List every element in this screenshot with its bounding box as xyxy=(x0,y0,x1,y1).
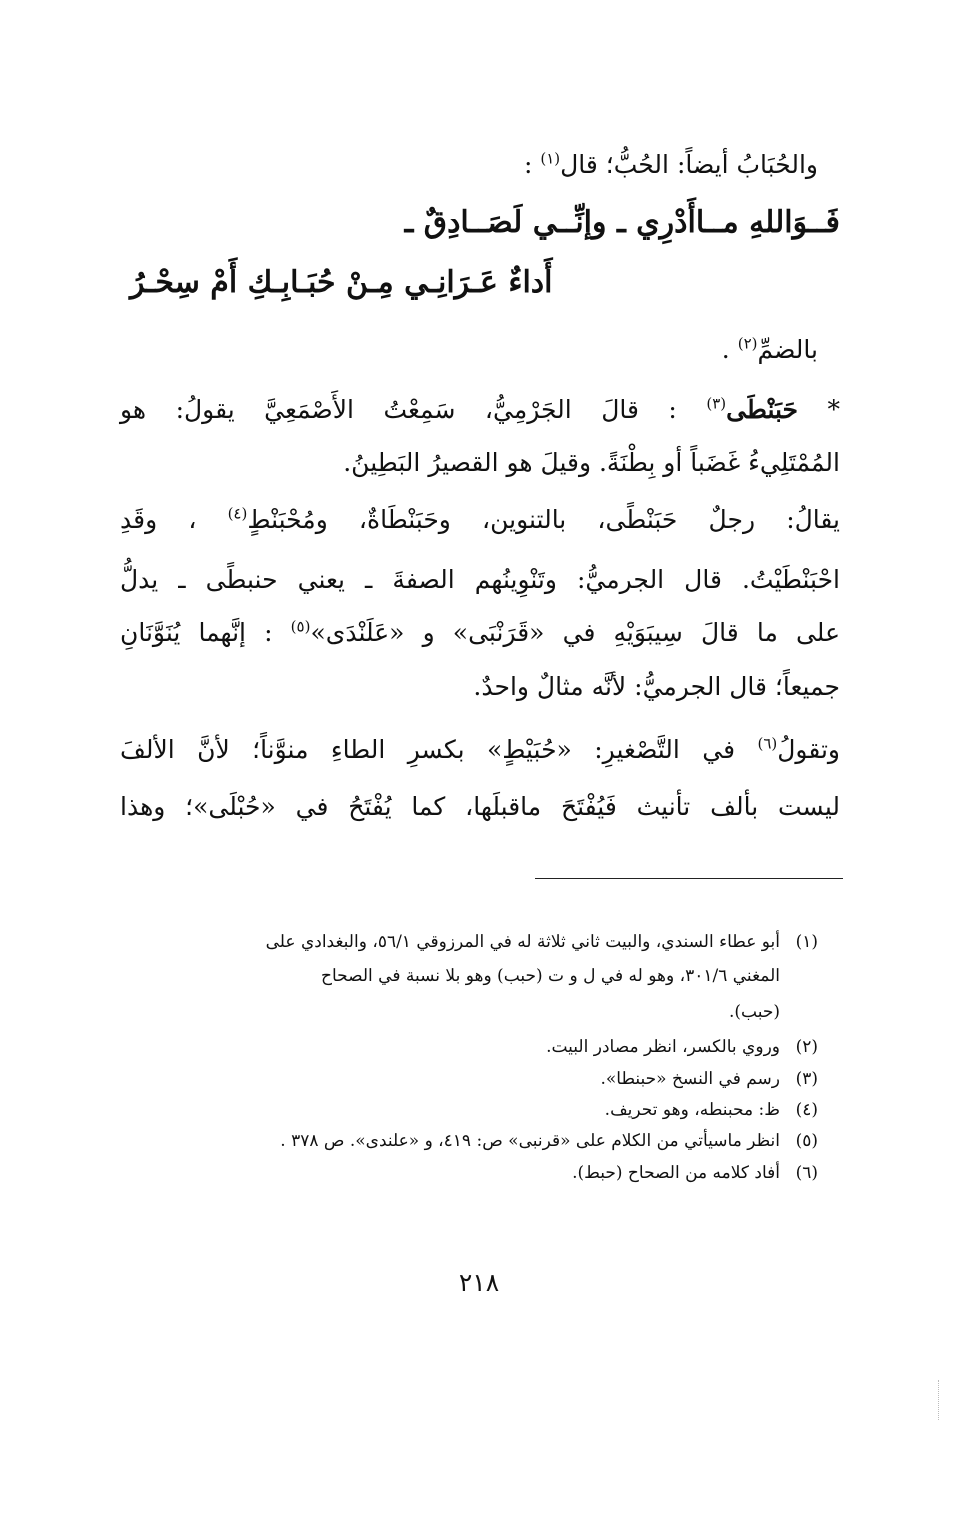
footnote-2 xyxy=(546,1037,818,1057)
footnote-number: (٦) xyxy=(795,1163,818,1183)
body-line-10 xyxy=(473,672,840,702)
footnote-ref: (٤) xyxy=(227,504,248,523)
footnote-4 xyxy=(605,1100,818,1120)
page-number: ٢١٨ xyxy=(458,1268,500,1297)
body-text: ، وقَدِ xyxy=(120,505,228,534)
body-line-9 xyxy=(120,618,840,648)
footnote-number: (٥) xyxy=(795,1131,818,1151)
footnote-1-continuation xyxy=(321,966,780,986)
scan-margin-mark xyxy=(938,1380,940,1420)
footnote-separator xyxy=(535,878,843,879)
footnote-ref: (٣) xyxy=(706,394,727,413)
footnote-5 xyxy=(280,1131,818,1151)
body-text: . xyxy=(721,335,738,364)
body-line-1 xyxy=(524,150,818,180)
footnote-text: ظ: محبنطه، وهو تحريف. xyxy=(604,1100,780,1120)
body-text: في التَّصْغيرِ: «حُبَيْطٍ» بكسرِ الطاءِ منوَّناً؛ لأنَّ الألفَ xyxy=(120,735,758,764)
body-line-11 xyxy=(120,735,840,765)
body-line-8 xyxy=(120,565,840,595)
footnote-text: رسم في النسخ «حبنطا». xyxy=(600,1069,780,1089)
body-line-12 xyxy=(120,792,840,822)
footnote-text: انظر ماسيأتي من الكلام على «قرنبى» ص: ٤١٩، و «علندى». ص ٣٧٨ . xyxy=(280,1131,780,1151)
entry-star: * xyxy=(798,395,840,424)
footnote-text: (حبب). xyxy=(729,1002,780,1022)
footnote-1 xyxy=(266,932,818,952)
body-text: : xyxy=(523,150,541,179)
entry-headword: حَبَنْطَى xyxy=(726,395,799,424)
body-text: بالضمِّ xyxy=(757,335,818,364)
footnote-ref: (٦) xyxy=(757,734,778,753)
body-text: احْبَنْطَيْتُ. قال الجرميُّ: وتَنْوِينُهم الصفةَ ـ يعني حنبطًى ـ يدلُّ xyxy=(120,565,840,594)
footnote-number: (٣) xyxy=(795,1069,818,1089)
footnote-ref: (١) xyxy=(540,149,561,168)
verse-line-2 xyxy=(130,265,552,300)
footnote-1-continuation xyxy=(729,1002,780,1022)
body-text: والحُبَابُ أيضاً: الحُبُّ؛ قال xyxy=(560,150,818,179)
verse-text: أَداءٌ عَـرَانِـي مِـنْ حُبَـابِـكِ أَمْ سِحْـرُ xyxy=(130,265,553,300)
footnote-text: المغني ٣٠١/٦، وهو له في ل و ت (حبب) وهو بلا نسبة في الصحاح xyxy=(321,966,780,986)
body-text: المُمْتَلِيءُ غَضَباً أو بِطْنَةً. وقيلَ هو القصيرُ البَطِينُ. xyxy=(343,448,840,477)
verse-text: فَــوَاللهِ مــاأَدْرِي ـ وإنِّــي لَصَــادِقٌ ـ xyxy=(404,205,840,240)
body-text: يقالُ: رجلٌ حَبَنْطًى، بالتنوين، وحَبَنْطَاةٌ، ومُحْبَنْطٍ xyxy=(247,505,840,534)
footnote-number: (٤) xyxy=(795,1100,818,1120)
body-line-5 xyxy=(120,395,840,425)
footnote-number: (٢) xyxy=(795,1037,818,1057)
body-text: جميعاً؛ قال الجرميُّ: لأنَّه مثالٌ واحدٌ. xyxy=(473,672,840,701)
footnote-text: أبو عطاء السندي، والبيت ثاني ثلاثة له في المرزوقي ٥٦/١، والبغدادي على xyxy=(265,932,780,952)
footnote-ref: (٥) xyxy=(290,617,311,636)
body-text: على ما قالَ سِيبَوَيْهِ في «قَرَنْبَى» و «عَلَنْدَى» xyxy=(310,618,840,647)
body-line-7 xyxy=(120,505,840,535)
body-text: : قالَ الجَرْمِيُّ، سَمِعْتُ الأَصْمَعِيَّ يقولُ: هو xyxy=(120,395,707,424)
footnote-text: أفاد كلامه من الصحاح (حبط). xyxy=(572,1163,780,1183)
body-line-6 xyxy=(343,448,840,478)
footnote-6 xyxy=(572,1163,818,1183)
body-text: وتقولُ xyxy=(777,735,840,764)
footnote-text: وروي بالكسر، انظر مصادر البيت. xyxy=(546,1037,780,1057)
footnote-ref: (٢) xyxy=(737,334,758,353)
footnote-3 xyxy=(600,1069,818,1089)
body-text: : إنَّهما يُنَوَّنَانِ xyxy=(120,618,291,647)
footnote-number: (١) xyxy=(795,932,818,952)
body-text: ليست بألف تأنيث فَيُفْتَحَ ماقبلَها، كما يُفْتَحُ في «حُبْلَى»؛ وهذا xyxy=(120,792,840,821)
verse-line-1 xyxy=(405,205,840,240)
body-line-4 xyxy=(722,335,818,365)
